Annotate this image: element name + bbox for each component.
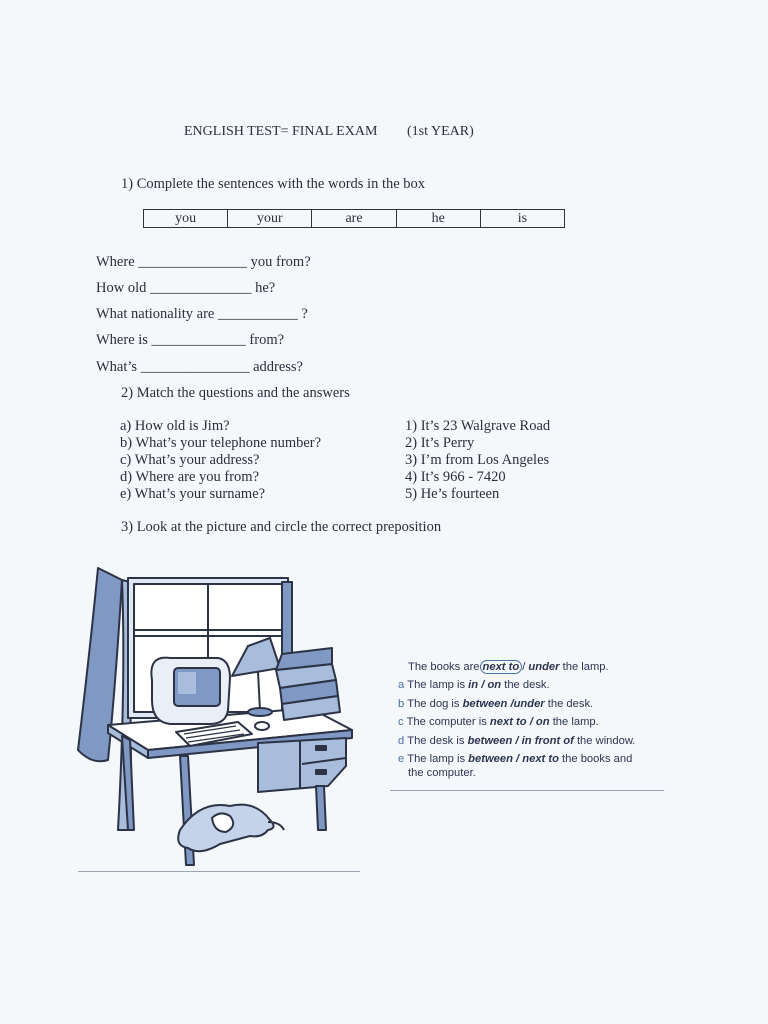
- item-post: the window.: [576, 735, 636, 747]
- prep-item: [398, 716, 599, 728]
- fill-sentence: What nationality are ___________ ?: [96, 306, 308, 322]
- match-answer: 4) It’s 966 - 7420: [405, 469, 506, 485]
- item-post: the desk.: [504, 679, 550, 691]
- exercise-rule: [390, 790, 664, 791]
- item-pre: The lamp is: [407, 753, 466, 765]
- item-post: the lamp.: [552, 716, 599, 728]
- item-pre: The desk is: [407, 735, 465, 747]
- example-post: the lamp.: [562, 661, 609, 673]
- circled-answer[interactable]: next to: [480, 660, 523, 674]
- match-question: c) What’s your address?: [120, 452, 260, 468]
- exam-title: ENGLISH TEST= FINAL EXAM: [184, 124, 378, 139]
- fill-sentence: Where is _____________ from?: [96, 332, 285, 348]
- item-letter: c: [398, 716, 404, 728]
- match-answer: 1) It’s 23 Walgrave Road: [405, 418, 551, 434]
- word-cell: are: [312, 210, 396, 227]
- match-question: d) Where are you from?: [120, 469, 260, 485]
- item-options[interactable]: between / in front of: [467, 735, 574, 747]
- match-answer: 2) It’s Perry: [405, 435, 475, 451]
- match-question: e) What’s your surname?: [120, 486, 266, 502]
- prep-item: [398, 698, 593, 710]
- word-cell: you: [144, 210, 228, 227]
- exam-year: (1st YEAR): [407, 124, 474, 139]
- match-answer: 5) He’s fourteen: [405, 486, 500, 502]
- item-pre: The dog is: [407, 698, 460, 710]
- match-answer: 3) I’m from Los Angeles: [405, 452, 550, 468]
- example-sentence: [408, 661, 609, 673]
- item-options[interactable]: in / on: [468, 679, 502, 691]
- word-box: [143, 209, 565, 228]
- match-question: a) How old is Jim?: [120, 418, 230, 434]
- word-cell: is: [517, 211, 528, 226]
- example-sep: /: [522, 661, 526, 673]
- prep-item: [398, 735, 635, 747]
- fill-sentence: Where _______________ you from?: [96, 254, 311, 270]
- illustration-rule: [78, 871, 360, 872]
- item-options[interactable]: between / next to: [468, 753, 559, 765]
- item-letter: b: [398, 698, 405, 710]
- section2-instruction: 2) Match the questions and the answers: [121, 385, 350, 401]
- example-pre: The books are: [408, 661, 480, 673]
- section1-instruction: 1) Complete the sentences with the words in the box: [121, 176, 426, 192]
- match-question: b) What’s your telephone number?: [120, 435, 322, 451]
- prep-item: [398, 679, 550, 691]
- item-post: the desk.: [547, 698, 594, 710]
- item-letter: a: [398, 679, 405, 691]
- example-alt[interactable]: under: [528, 661, 560, 673]
- word-cell: your: [228, 210, 312, 227]
- item-options[interactable]: between /under: [462, 698, 545, 710]
- desk-illustration: [70, 560, 360, 880]
- item-letter: d: [398, 735, 405, 747]
- fill-sentence: What’s _______________ address?: [96, 359, 303, 375]
- prep-item: [398, 753, 632, 765]
- item-letter: e: [398, 753, 405, 765]
- item-post: the books and: [562, 753, 633, 765]
- item-pre: The computer is: [406, 716, 487, 728]
- item-pre: The lamp is: [407, 679, 466, 691]
- fill-sentence: How old ______________ he?: [96, 280, 276, 296]
- item-options[interactable]: next to / on: [489, 716, 550, 728]
- word-cell: he: [397, 210, 481, 227]
- section3-instruction: 3) Look at the picture and circle the correct preposition: [121, 519, 442, 535]
- item-continuation: the computer.: [408, 767, 476, 779]
